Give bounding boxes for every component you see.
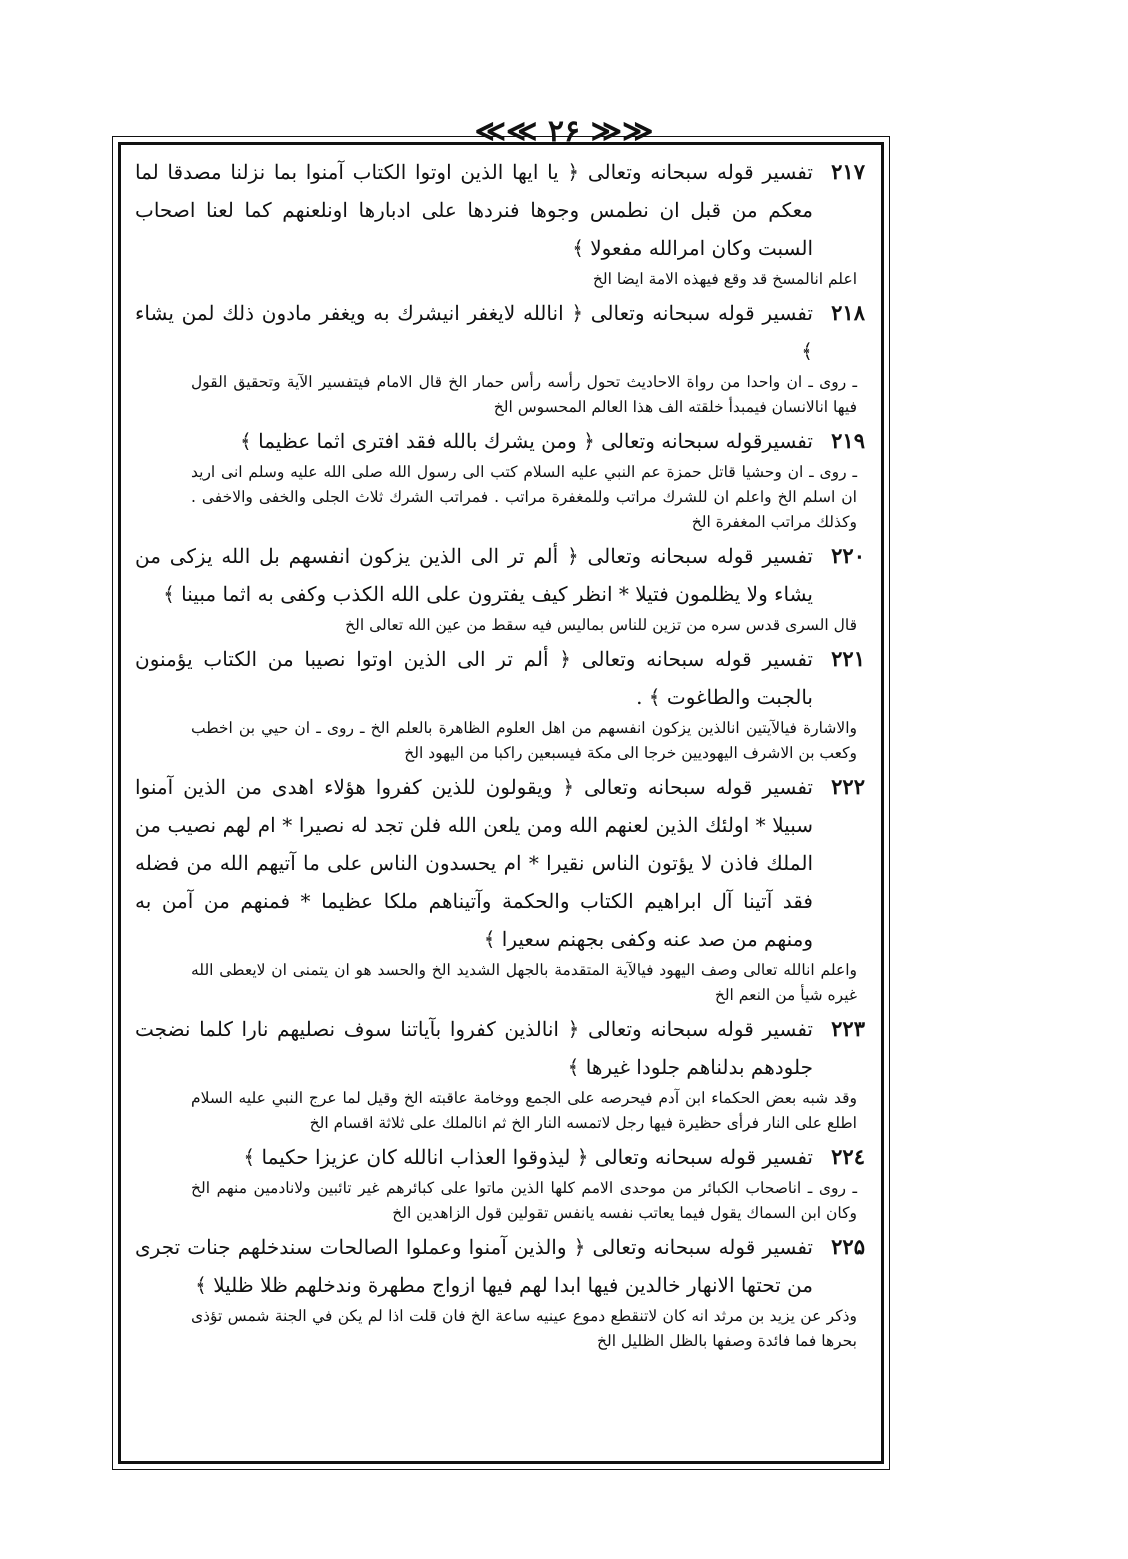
index-content	[135, 153, 865, 1453]
entry-commentary: والاشارة فيالآيتين انالذين يزكون انفسهم من اهل العلوم الظاهرة بالعلم الخ ـ روى ـ ان حيي بن اخطب وكعب بن الاشرف اليهوديين خرجا الى مكة فيسبعين راكبا من اليهود الخ	[191, 719, 857, 762]
entry-number: ۲۱۷	[831, 159, 865, 184]
entry-commentary: قال السرى قدس سره من تزين للناس بماليس فيه سقط من عين الله تعالى الخ	[345, 616, 857, 634]
entry-main	[135, 1228, 865, 1304]
entry-commentary: اعلم انالمسخ قد وقع فيهذه الامة ايضا الخ	[592, 270, 857, 288]
page-number-value: ۲۶	[547, 114, 581, 149]
entry-verse: تفسير قوله سبحانه وتعالى ﴿ انالله لايغفر انيشرك به ويغفر مادون ذلك لمن يشاء ﴾	[135, 301, 813, 363]
entry	[135, 537, 865, 638]
entry-main	[135, 640, 865, 716]
entry-verse: تفسير قوله سبحانه وتعالى ﴿ يا ايها الذين اوتوا الكتاب آمنوا بما نزلنا مصدقا لما معكم من قبل ان نطمس وجوها فنردها على ادبارها اونلعنهم كما لعنا اصحاب السبت وكان امرالله مفعولا ﴾	[135, 160, 813, 260]
entry-verse: تفسير قوله سبحانه وتعالى ﴿ ألم تر الى الذين يزكون انفسهم بل الله يزكى من يشاء ولا يظلمون فتيلا * انظر كيف يفترون على الله الكذب وكفى به اثما مبينا ﴾	[135, 544, 813, 606]
entry-commentary: وقد شبه بعض الحكماء ابن آدم فيحرصه على الجمع ووخامة عاقبته الخ وقيل لما عرج النبي عليه السلام اطلع على النار فرأى حظيرة فيها رجل لاتمسه النار الخ ثم انالملك على ثلاثة اقسام الخ	[191, 1089, 857, 1132]
entry-commentary: وذكر عن يزيد بن مرثد انه كان لاتنقطع دموع عينيه ساعة الخ فان قلت اذا لم يكن في الجنة شمس تؤذى بحرها فما فائدة وصفها بالظل الظليل الخ	[191, 1307, 857, 1350]
entry-commentary: ـ روى ـ اناصحاب الكبائر من موحدى الامم كلها الذين ماتوا على كبائرهم غير تائبين ولانادمين منهم الخ وكان ابن السماك يقول فيما يعاتب نفسه يانفس تقولين قول الزاهدين الخ	[191, 1179, 857, 1222]
entry	[135, 1010, 865, 1136]
entry-number: ۲۲۰	[831, 543, 865, 568]
entry-number: ۲۲٤	[831, 1144, 865, 1169]
entry-verse: تفسير قوله سبحانه وتعالى ﴿ انالذين كفروا بآياتنا سوف نصليهم نارا كلما نضجت جلودهم بدلناهم جلودا غيرها ﴾	[135, 1017, 813, 1079]
entry-number: ۲۱۹	[831, 428, 865, 453]
entry	[135, 1228, 865, 1354]
entry-verse: تفسير قوله سبحانه وتعالى ﴿ ليذوقوا العذاب انالله كان عزيزا حكيما ﴾	[243, 1145, 813, 1169]
entry-main	[135, 1010, 865, 1086]
entry-main	[135, 537, 865, 613]
entry-verse: تفسير قوله سبحانه وتعالى ﴿ ألم تر الى الذين اوتوا نصيبا من الكتاب يؤمنون بالجبت والطاغوت ﴾ .	[135, 647, 813, 709]
ornament-left: ≪≪	[474, 114, 538, 149]
entry-number: ۲۲۵	[831, 1234, 865, 1259]
entry-number: ۲۲۱	[831, 646, 865, 671]
entry	[135, 640, 865, 766]
entry	[135, 1138, 865, 1226]
entry-number: ۲۲۲	[831, 774, 865, 799]
entry-main	[135, 422, 865, 460]
entry-main	[135, 1138, 865, 1176]
entry-commentary: واعلم انالله تعالى وصف اليهود فيالآية المتقدمة بالجهل الشديد الخ والحسد هو ان يتمنى ان لايعطى الله غيره شيأ من النعم الخ	[191, 961, 857, 1004]
text-frame	[118, 142, 884, 1464]
entry-verse: تفسير قوله سبحانه وتعالى ﴿ ويقولون للذين كفروا هؤلاء اهدى من الذين آمنوا سبيلا * اولئك الذين لعنهم الله ومن يلعن الله فلن تجد له نصيرا * ام لهم نصيب من الملك فاذن لا يؤتون الناس نقيرا * ام يحسدون الناس على ما آتيهم الله من فضله فقد آتينا آل ابراهيم الكتاب والحكمة وآتيناهم ملكا عظيما * فمنهم من آمن به ومنهم من صد عنه وكفى بجهنم سعيرا ﴾	[135, 775, 813, 951]
entry	[135, 422, 865, 535]
entry-number: ۲۱۸	[831, 300, 865, 325]
entry	[135, 768, 865, 1008]
entry-verse: تفسير قوله سبحانه وتعالى ﴿ والذين آمنوا وعملوا الصالحات سندخلهم جنات تجرى من تحتها الانهار خالدين فيها ابدا لهم فيها ازواج مطهرة وندخلهم ظلا ظليلا ﴾	[135, 1235, 814, 1297]
ornament-right: ≫≫	[590, 114, 654, 149]
entry-verse: تفسيرقوله سبحانه وتعالى ﴿ ومن يشرك بالله فقد افترى اثما عظيما ﴾	[240, 429, 813, 453]
entry-number: ۲۲۳	[831, 1016, 865, 1041]
entry-main	[135, 153, 865, 267]
entry	[135, 153, 865, 292]
entry-commentary: ـ روى ـ ان وحشيا قاتل حمزة عم النبي عليه السلام كتب الى رسول الله صلى الله عليه وسلم انى اريد ان اسلم الخ واعلم ان للشرك مراتب وللمغفرة مراتب . فمراتب الشرك ثلاث الجلى والخفى والاخفى . وكذلك مراتب المغفرة الخ	[191, 463, 857, 531]
entry-main	[135, 768, 865, 958]
entry-commentary: ـ روى ـ ان واحدا من رواة الاحاديث تحول رأسه رأس حمار الخ قال الامام فيتفسير الآية وتحقيق القول فيها انالانسان فيمبدأ خلقته الف هذا العالم المحسوس الخ	[191, 373, 857, 416]
entry	[135, 294, 865, 420]
entry-main	[135, 294, 865, 370]
